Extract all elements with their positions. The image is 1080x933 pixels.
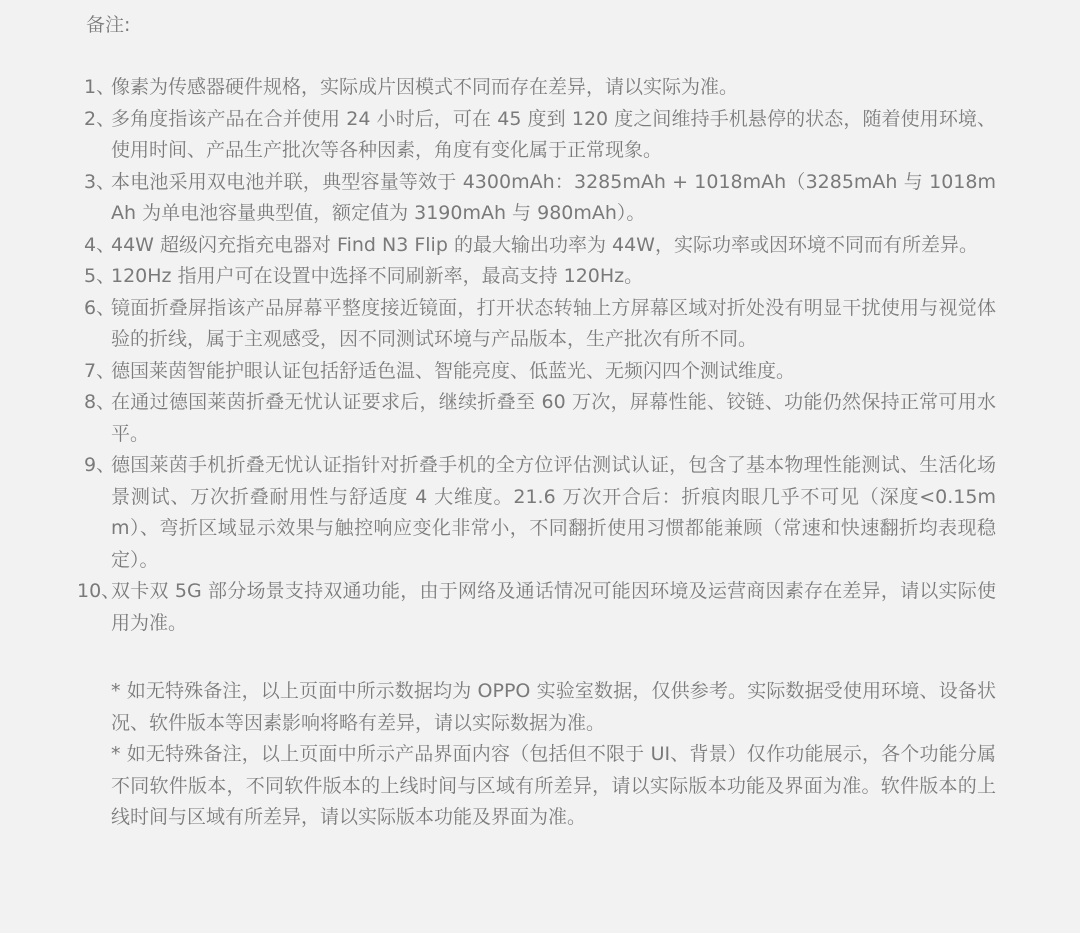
note-text: 镜面折叠屏指该产品屏幕平整度接近镜面，打开状态转轴上方屏幕区域对折处没有明显干扰使用与视觉体验的折线，属于主观感受，因不同测试环境与产品版本，生产批次有所不同。	[111, 296, 996, 350]
note-text: 本电池采用双电池并联，典型容量等效于 4300mAh：3285mAh + 1018mAh（3285mAh 与 1018mAh 为单电池容量典型值，额定值为 3190mAh 与 980mAh）。	[111, 170, 996, 224]
note-number: 5、	[84, 265, 116, 287]
note-number: 9、	[84, 454, 116, 476]
note-item-5	[84, 261, 996, 293]
note-item-8	[84, 387, 996, 450]
note-item-4	[84, 230, 996, 262]
notes-heading: 备注:	[86, 14, 131, 36]
note-number: 3、	[84, 170, 116, 193]
note-item-7	[84, 356, 996, 388]
note-item-3	[84, 167, 996, 230]
note-number: 10、	[77, 580, 121, 602]
note-item-1	[84, 72, 996, 104]
note-text: 德国莱茵手机折叠无忧认证指针对折叠手机的全方位评估测试认证，包含了基本物理性能测试、生活化场景测试、万次折叠耐用性与舒适度 4 大维度。21.6 万次开合后：折痕肉眼几乎不可见（深度<0.15mm）、弯折区域显示效果与触控响应变化非常小，不同翻折使用习惯都能兼顾（常速和快速翻折均表现稳定）。	[111, 454, 996, 571]
note-item-10	[77, 576, 996, 639]
disclaimer-data-source: * 如无特殊备注，以上页面中所示数据均为 OPPO 实验室数据，仅供参考。实际数据受使用环境、设备状况、软件版本等因素影响将略有差异，请以实际数据为准。	[111, 680, 996, 734]
note-text: 德国莱茵智能护眼认证包括舒适色温、智能亮度、低蓝光、无频闪四个测试维度。	[111, 359, 796, 382]
note-number: 6、	[84, 296, 116, 319]
note-item-9	[84, 450, 996, 576]
note-text: 44W 超级闪充指充电器对 Find N3 Flip 的最大输出功率为 44W，实际功率或因环境不同而有所差异。	[111, 233, 978, 256]
note-item-6	[84, 293, 996, 356]
note-item-2	[84, 104, 996, 167]
note-text: 双卡双 5G 部分场景支持双通功能，由于网络及通话情况可能因环境及运营商因素存在差异，请以实际使用为准。	[111, 580, 996, 634]
note-number: 4、	[84, 233, 116, 256]
note-number: 8、	[84, 391, 116, 413]
disclaimer-ui-content: * 如无特殊备注，以上页面中所示产品界面内容（包括但不限于 UI、背景）仅作功能展示，各个功能分属不同软件版本，不同软件版本的上线时间与区域有所差异，请以实际版本功能及界面为准。软件版本的上线时间与区域有所差异，请以实际版本功能及界面为准。	[111, 743, 996, 828]
note-text: 像素为传感器硬件规格，实际成片因模式不同而存在差异，请以实际为准。	[111, 76, 739, 98]
note-text: 120Hz 指用户可在设置中选择不同刷新率，最高支持 120Hz。	[111, 265, 644, 287]
notes-list	[77, 72, 996, 639]
note-number: 7、	[84, 359, 116, 382]
note-text: 在通过德国莱茵折叠无忧认证要求后，继续折叠至 60 万次，屏幕性能、铰链、功能仍然保持正常可用水平。	[111, 391, 996, 445]
note-number: 2、	[84, 107, 116, 130]
disclaimer-section	[84, 676, 996, 834]
note-text: 多角度指该产品在合并使用 24 小时后，可在 45 度到 120 度之间维持手机悬停的状态，随着使用环境、使用时间、产品生产批次等各种因素，角度有变化属于正常现象。	[111, 107, 996, 161]
note-number: 1、	[84, 76, 116, 98]
